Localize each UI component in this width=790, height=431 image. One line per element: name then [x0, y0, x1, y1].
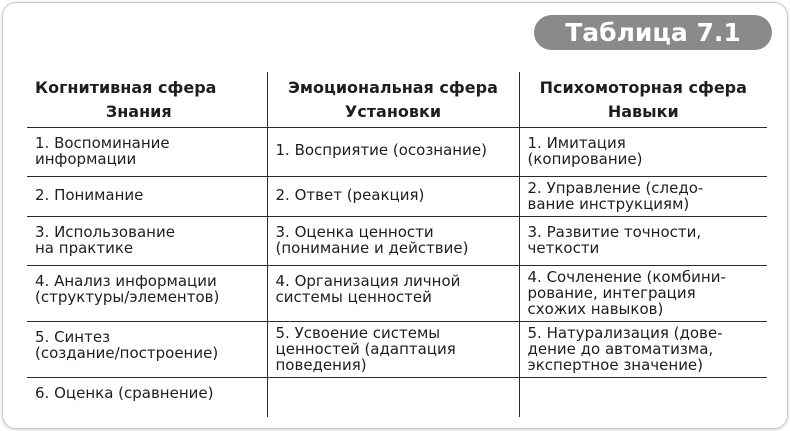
- emotional-cell: 2. Ответ (реакция): [267, 176, 519, 216]
- emotional-cell: 4. Организация личной системы ценностей: [267, 265, 519, 321]
- emotional-cell: 1. Восприятие (осознание): [267, 127, 519, 176]
- table-row: [27, 377, 767, 417]
- header-psychomotor-title: Психомоторная сфера: [539, 78, 747, 97]
- cognitive-cell: 1. Воспоминание информации: [35, 133, 170, 168]
- emotional-cell: 5. Усвоение системы ценностей (адаптация поведения): [267, 321, 519, 377]
- psychomotor-cell: 4. Сочленение (комбини- рование, интеграция схожих навыков): [519, 265, 767, 321]
- table-row: [27, 265, 767, 321]
- psychomotor-cell: 5. Натурализация (дове- дение до автоматизма, экспертное значение): [519, 321, 767, 377]
- header-cognitive-title: Когнитивная сфера: [35, 78, 217, 97]
- table-row: [27, 216, 767, 265]
- cognitive-cell: 3. Использование на практике: [35, 222, 175, 257]
- emotional-cell: [267, 377, 519, 417]
- table-row: [27, 127, 767, 176]
- header-row: [27, 72, 767, 127]
- header-emotional-title: Эмоциональная сфера: [288, 78, 498, 97]
- cognitive-cell: 4. Анализ информации (структуры/элементов): [35, 271, 220, 306]
- cognitive-cell: 2. Понимание: [35, 185, 144, 204]
- table-number-badge: Таблица 7.1: [534, 15, 772, 50]
- header-emotional-subtitle: Установки: [344, 102, 442, 121]
- psychomotor-cell: 2. Управление (следо- вание инструкциям): [519, 176, 767, 216]
- header-emotional: [267, 72, 519, 127]
- psychomotor-cell: 1. Имитация (копирование): [519, 127, 767, 176]
- taxonomy-table: [27, 72, 767, 417]
- header-psychomotor: [519, 72, 767, 127]
- cognitive-cell: 5. Синтез (создание/построение): [35, 327, 219, 362]
- header-cognitive-subtitle: Знания: [105, 102, 172, 121]
- table-row: [27, 321, 767, 377]
- emotional-cell: 3. Оценка ценности (понимание и действие): [267, 216, 519, 265]
- psychomotor-cell: [519, 377, 767, 417]
- table-row: [27, 176, 767, 216]
- cognitive-cell: 6. Оценка (сравнение): [35, 383, 214, 402]
- psychomotor-cell: 3. Развитие точности, четкости: [519, 216, 767, 265]
- header-cognitive: [27, 72, 267, 127]
- header-psychomotor-subtitle: Навыки: [607, 102, 679, 121]
